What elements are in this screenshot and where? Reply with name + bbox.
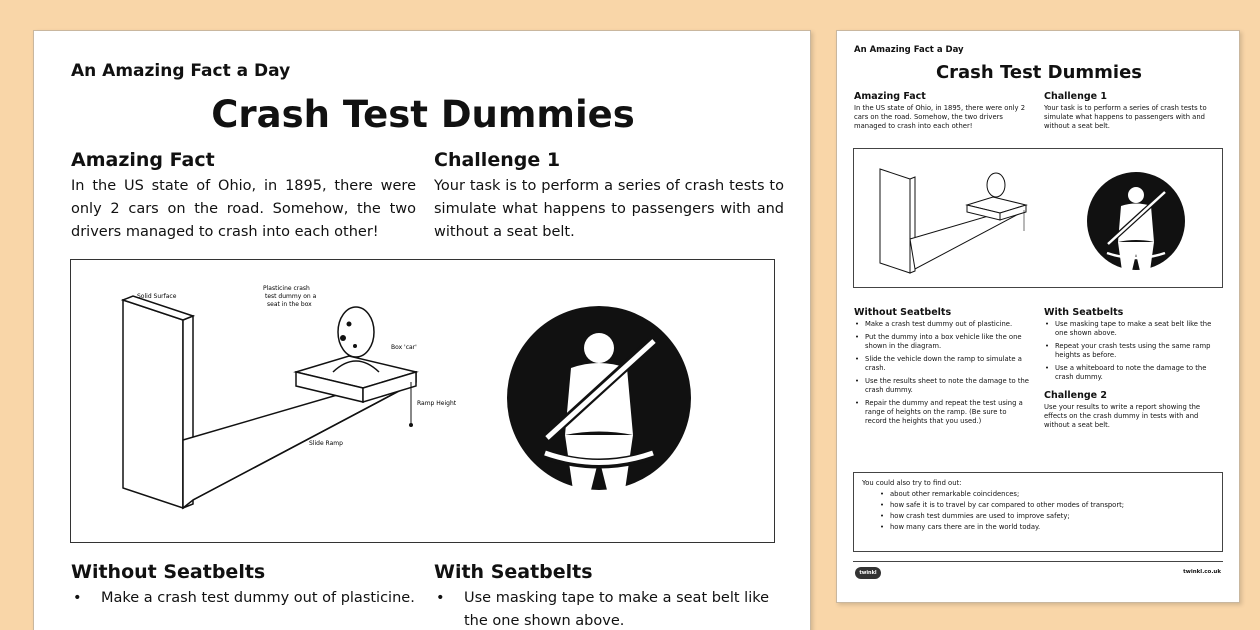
label-ramp-height: Ramp Height xyxy=(417,400,457,407)
small-with-seatbelts-heading: With Seatbelts xyxy=(1044,307,1124,318)
small-challenge1 xyxy=(1044,91,1224,131)
crash-test-diagram xyxy=(70,259,775,543)
list-item: • Use the results sheet to note the damage to the crash dummy. xyxy=(854,377,1029,395)
ramp-illustration xyxy=(71,260,773,541)
amazing-fact-section xyxy=(71,149,416,244)
without-seatbelts-section xyxy=(71,561,416,610)
label-dummy-1: Plasticine crash xyxy=(263,285,310,292)
list-item: • Make a crash test dummy out of plasticine. xyxy=(854,320,1029,329)
list-item: • Use masking tape to make a seat belt like the one shown above. xyxy=(1044,320,1224,338)
small-crash-test-diagram xyxy=(853,148,1223,288)
seatbelt-icon xyxy=(507,306,691,490)
list-item: • Repeat your crash tests using the same ramp heights as before. xyxy=(1044,342,1224,360)
small-amazing-fact-heading: Amazing Fact xyxy=(854,91,926,102)
without-seatbelts-list xyxy=(71,587,416,610)
without-seatbelts-heading: Without Seatbelts xyxy=(71,561,266,583)
small-without-seatbelts xyxy=(854,307,1029,430)
large-worksheet xyxy=(33,30,811,630)
list-item: • about other remarkable coincidences; xyxy=(862,490,1214,499)
small-challenge2-heading: Challenge 2 xyxy=(1044,390,1108,401)
with-seatbelts-section xyxy=(434,561,784,630)
challenge1-text: Your task is to perform a series of crash tests to simulate what happens to passengers with and without a seat belt. xyxy=(434,178,784,240)
list-item: • Repair the dummy and repeat the test using a range of heights on the ramp. (Be sure to record the heights that you used.) xyxy=(854,399,1029,426)
list-item: • Use masking tape to make a seat belt like the one shown above. xyxy=(434,587,784,630)
find-out-intro: You could also try to find out: xyxy=(862,479,962,487)
footer-divider xyxy=(853,561,1223,562)
label-slide-ramp: Slide Ramp xyxy=(309,440,343,447)
label-box-car: Box 'car' xyxy=(391,344,417,351)
small-worksheet xyxy=(836,30,1240,603)
find-out-list xyxy=(862,490,1214,532)
small-with-seatbelts xyxy=(1044,307,1224,430)
small-with-seatbelts-list xyxy=(1044,320,1224,382)
small-challenge1-heading: Challenge 1 xyxy=(1044,91,1108,102)
challenge1-section xyxy=(434,149,784,244)
small-without-seatbelts-list xyxy=(854,320,1029,426)
small-without-seatbelts-heading: Without Seatbelts xyxy=(854,307,952,318)
small-subtitle: An Amazing Fact a Day xyxy=(854,45,964,55)
small-title: Crash Test Dummies xyxy=(935,62,1143,83)
small-seatbelt-icon xyxy=(1087,172,1185,271)
large-subtitle: An Amazing Fact a Day xyxy=(71,61,291,81)
list-item: • how safe it is to travel by car compared to other modes of transport; xyxy=(862,501,1214,510)
list-item: • how many cars there are in the world today. xyxy=(862,523,1214,532)
label-dummy-2: test dummy on a xyxy=(265,293,317,300)
label-dummy-3: seat in the box xyxy=(267,301,312,308)
amazing-fact-text: In the US state of Ohio, in 1895, there were only 2 cars on the road. Somehow, the two drivers managed to crash into each other! xyxy=(71,178,416,240)
amazing-fact-heading: Amazing Fact xyxy=(71,149,215,171)
footer-url: twinkl.co.uk xyxy=(1183,569,1221,575)
twinkl-logo: twinkl xyxy=(855,567,881,579)
small-amazing-fact-text: In the US state of Ohio, in 1895, there were only 2 cars on the road. Somehow, the two drivers managed to crash into each other! xyxy=(854,104,1026,130)
find-out-box xyxy=(853,472,1223,552)
small-challenge2 xyxy=(1044,390,1224,430)
list-item: • Slide the vehicle down the ramp to simulate a crash. xyxy=(854,355,1029,373)
list-item: • Put the dummy into a box vehicle like the one shown in the diagram. xyxy=(854,333,1029,351)
challenge1-heading: Challenge 1 xyxy=(434,149,561,171)
list-item: • Use a whiteboard to note the damage to the crash dummy. xyxy=(1044,364,1224,382)
large-title: Crash Test Dummies xyxy=(211,93,635,136)
list-item: • how crash test dummies are used to improve safety; xyxy=(862,512,1214,521)
small-amazing-fact xyxy=(854,91,1029,131)
with-seatbelts-heading: With Seatbelts xyxy=(434,561,593,583)
with-seatbelts-list xyxy=(434,587,784,630)
list-item: • Make a crash test dummy out of plasticine. xyxy=(71,587,416,610)
small-ramp-illustration xyxy=(854,149,1222,287)
label-solid-surface: Solid Surface xyxy=(137,293,177,300)
small-challenge1-text: Your task is to perform a series of crash tests to simulate what happens to passengers with and without a seat belt. xyxy=(1044,104,1207,130)
small-challenge2-text: Use your results to write a report showing the effects on the crash dummy in tests with and without a seat belt. xyxy=(1044,403,1201,429)
